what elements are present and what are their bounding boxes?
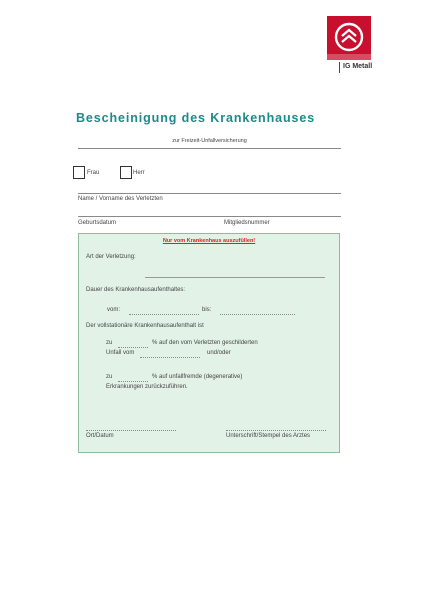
accident-date-label: Unfall vom	[106, 350, 135, 356]
other-percent-text: % auf unfallfremde (degenerative)	[152, 374, 243, 380]
inpatient-stay-label: Der vollstationäre Krankenhausaufenthalt ist	[86, 323, 204, 329]
birthdate-label: Geburtsdatum	[78, 220, 117, 226]
signature-label: Unterschrift/Stempel des Arztes	[226, 433, 311, 439]
other-percent-field[interactable]	[118, 381, 148, 382]
org-divider	[339, 62, 340, 73]
from-date-field[interactable]	[129, 314, 199, 315]
name-field[interactable]	[78, 216, 341, 217]
salutation-rule	[78, 193, 341, 194]
to-label: bis:	[202, 307, 212, 313]
stay-duration-label: Dauer des Krankenhausaufenthaltes:	[86, 287, 186, 293]
place-date-label: Ort/Datum	[86, 433, 114, 439]
name-label: Name / Vorname des Verletzten	[78, 196, 163, 202]
checkbox-herr[interactable]	[120, 166, 132, 179]
member-number-label: Mitgliedsnummer	[224, 220, 270, 226]
org-name: IG Metall	[343, 63, 373, 70]
zu-label-accident: zu	[106, 340, 113, 346]
to-date-field[interactable]	[220, 314, 295, 315]
injury-type-field[interactable]	[145, 277, 325, 278]
hospital-only-notice: Nur vom Krankenhaus auszufüllen!	[162, 238, 256, 244]
from-label: vom:	[107, 307, 121, 313]
accident-date-field[interactable]	[140, 357, 200, 358]
accident-percent-field[interactable]	[118, 347, 148, 348]
other-diseases-text: Erkrankungen zurückzuführen.	[106, 384, 188, 390]
checkbox-frau[interactable]	[73, 166, 85, 179]
accident-percent-text: % auf den vom Verletzten geschilderten	[152, 340, 258, 346]
ig-metall-logo	[327, 16, 371, 60]
zu-label-other: zu	[106, 374, 113, 380]
signature-field[interactable]	[226, 430, 326, 431]
label-herr: Herr	[133, 170, 145, 176]
form-subtitle: zur Freizeit-Unfallversicherung	[172, 138, 247, 144]
and-or-label: und/oder	[207, 350, 231, 356]
subtitle-rule	[78, 148, 341, 149]
injury-type-label: Art der Verletzung:	[86, 254, 136, 260]
place-date-field[interactable]	[86, 430, 176, 431]
label-frau: Frau	[87, 170, 100, 176]
form-title: Bescheinigung des Krankenhauses	[76, 111, 316, 125]
